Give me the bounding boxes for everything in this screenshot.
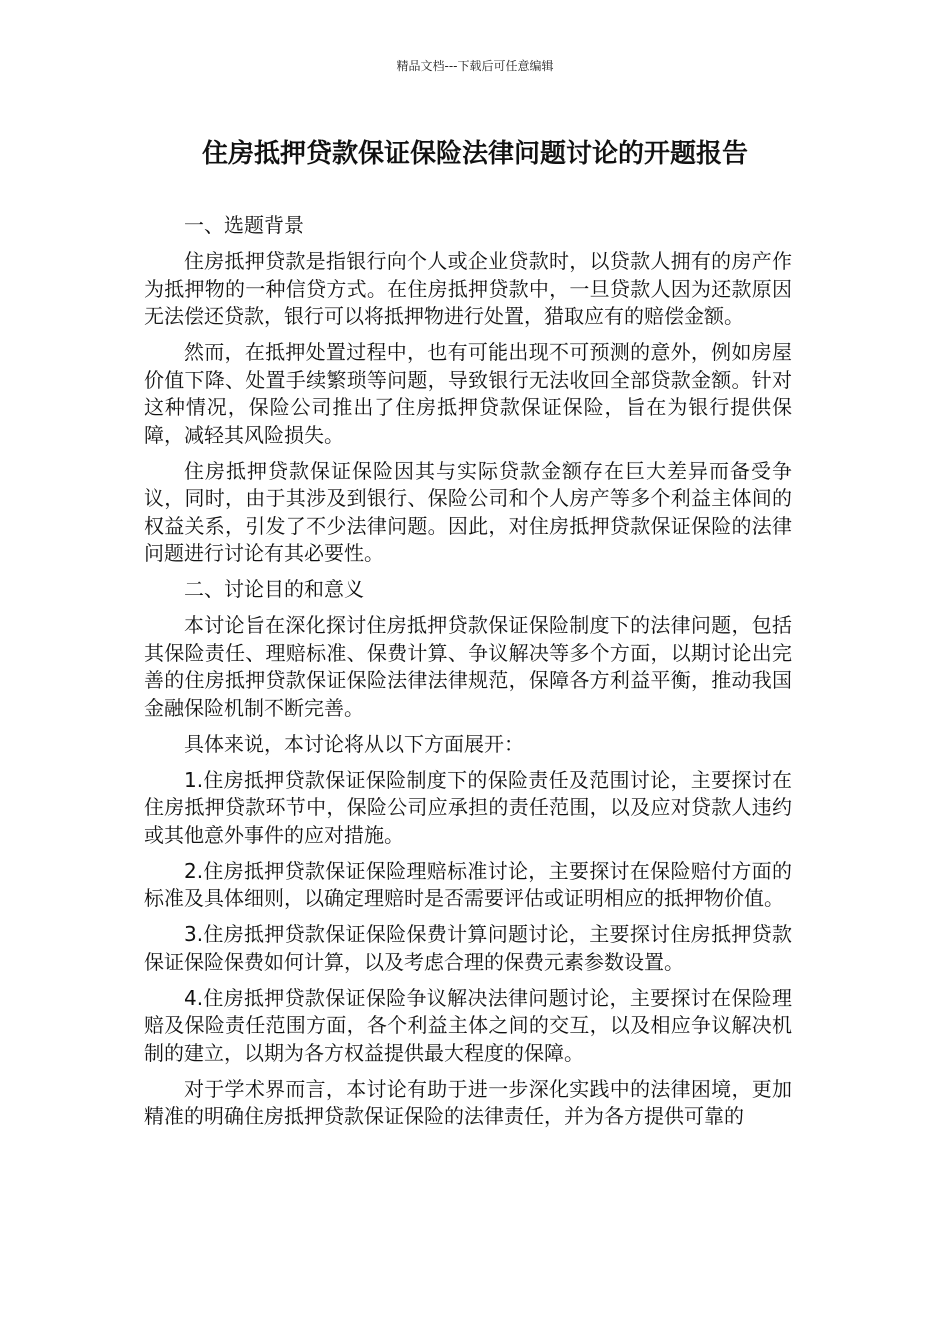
list-item-3: 3.住房抵押贷款保证保险保费计算问题讨论，主要探讨住房抵押贷款保证保险保费如何计算，以及考虑合理的保费元素参数设置。	[144, 922, 792, 974]
document-body	[144, 212, 792, 1139]
section-heading-background: 一、选题背景	[184, 213, 304, 237]
header-note: 精品文档---下载后可任意编辑	[396, 59, 554, 73]
list-item-2: 2.住房抵押贷款保证保险理赔标准讨论，主要探讨在保险赔付方面的标准及具体细则，以确定理赔时是否需要评估或证明相应的抵押物价值。	[144, 858, 792, 910]
document-title: 住房抵押贷款保证保险法律问题讨论的开题报告	[201, 139, 748, 169]
paragraph: 住房抵押贷款是指银行向个人或企业贷款时，以贷款人拥有的房产作为抵押物的一种信贷方式。在住房抵押贷款中，一旦贷款人因为还款原因无法偿还贷款，银行可以将抵押物进行处置，猎取应有的赔偿金额。	[144, 249, 792, 328]
paragraph: 然而，在抵押处置过程中，也有可能出现不可预测的意外，例如房屋价值下降、处置手续繁琐等问题，导致银行无法收回全部贷款金额。针对这种情况，保险公司推出了住房抵押贷款保证保险，旨在为银行提供保障，减轻其风险损失。	[144, 340, 792, 447]
paragraph: 对于学术界而言，本讨论有助于进一步深化实践中的法律困境，更加精准的明确住房抵押贷款保证保险的法律责任，并为各方提供可靠的	[144, 1076, 792, 1128]
section-heading-purpose: 二、讨论目的和意义	[184, 577, 364, 601]
paragraph: 住房抵押贷款保证保险因其与实际贷款金额存在巨大差异而备受争议，同时，由于其涉及到银行、保险公司和个人房产等多个利益主体间的权益关系，引发了不少法律问题。因此，对住房抵押贷款保证保险的法律问题进行讨论有其必要性。	[144, 458, 792, 565]
list-item-4: 4.住房抵押贷款保证保险争议解决法律问题讨论，主要探讨在保险理赔及保险责任范围方面，各个利益主体之间的交互，以及相应争议解决机制的建立，以期为各方权益提供最大程度的保障。	[144, 985, 792, 1065]
paragraph: 本讨论旨在深化探讨住房抵押贷款保证保险制度下的法律问题，包括其保险责任、理赔标准、保费计算、争议解决等多个方面，以期讨论出完善的住房抵押贷款保证保险法律法律规范，保障各方利益平衡，推动我国金融保险机制不断完善。	[144, 613, 792, 720]
list-item-1: 1.住房抵押贷款保证保险制度下的保险责任及范围讨论，主要探讨在住房抵押贷款环节中，保险公司应承担的责任范围，以及应对贷款人违约或其他意外事件的应对措施。	[144, 767, 792, 847]
paragraph: 具体来说，本讨论将从以下方面展开：	[184, 731, 524, 756]
